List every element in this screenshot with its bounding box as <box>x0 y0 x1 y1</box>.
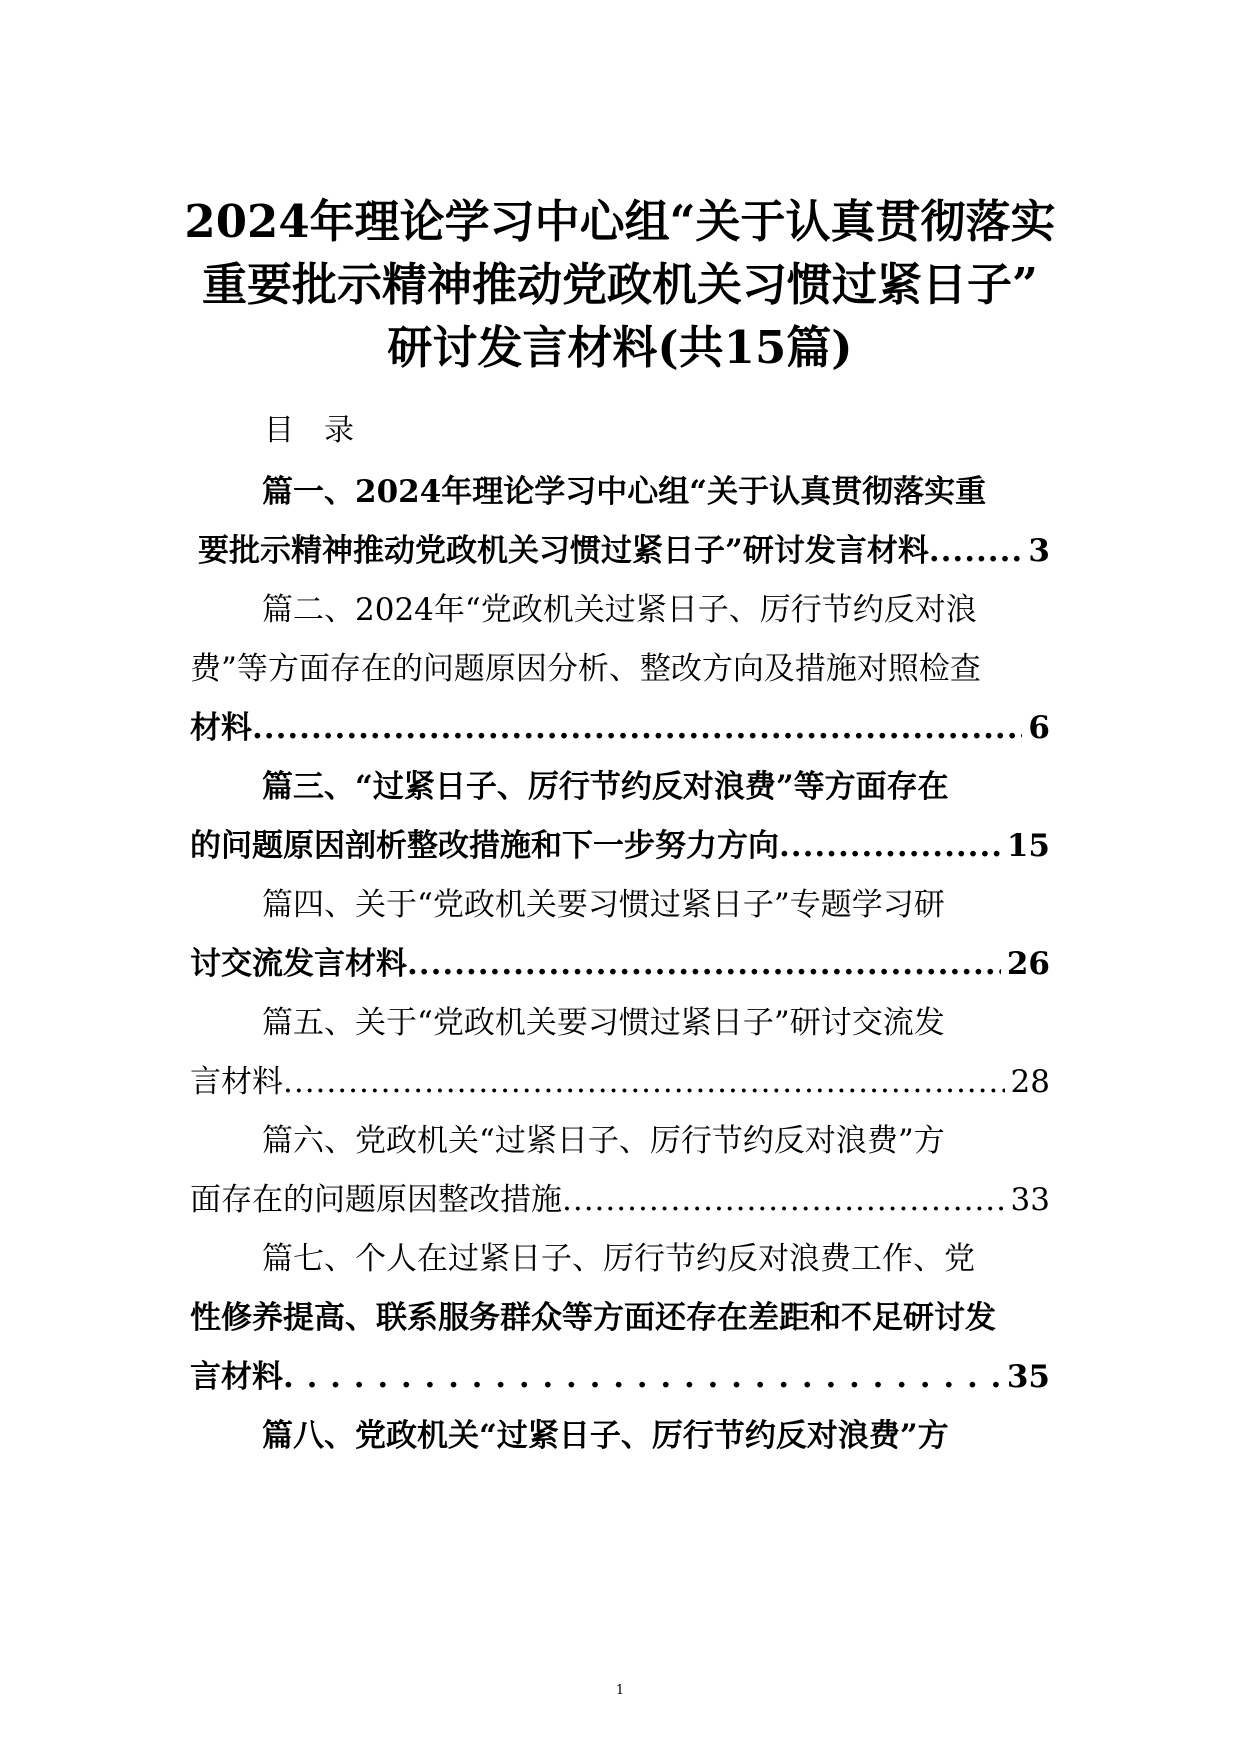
toc-entry-text: 篇六、党政机关“过紧日子、厉行节约反对浪费”方 <box>262 1123 945 1159</box>
toc-page-number: 35 <box>1006 1359 1050 1395</box>
toc-entry-text: 讨交流发言材料 <box>190 946 407 982</box>
dot-leader <box>283 1053 1005 1112</box>
toc-entry-text: 篇二、2024年“党政机关过紧日子、厉行节约反对浪 <box>262 592 977 628</box>
toc-entry-6-line-2[interactable] <box>190 1171 1050 1230</box>
toc-entry-text: 篇四、关于“党政机关要习惯过紧日子”专题学习研 <box>262 887 945 923</box>
toc-page-number: 26 <box>1006 946 1050 982</box>
document-title <box>150 190 1090 379</box>
toc-entry-7-line-1[interactable] <box>190 1230 1050 1289</box>
toc-entry-text: 性修养提高、联系服务群众等方面还存在差距和不足研讨发 <box>190 1300 996 1336</box>
toc-entry-2-line-1[interactable] <box>190 581 1050 640</box>
title-line-3: 研讨发言材料(共15篇) <box>387 321 853 374</box>
toc-entry-text: 要批示精神推动党政机关习惯过紧日子”研讨发言材料 <box>198 533 929 569</box>
dot-leader <box>562 1171 1005 1230</box>
toc-entry-3-line-1[interactable] <box>190 758 1050 817</box>
toc-entry-text: 材料 <box>190 710 252 746</box>
toc-entry-text: 言材料 <box>190 1359 283 1395</box>
toc-entry-2-line-2[interactable] <box>190 640 1050 699</box>
dot-leader <box>779 817 1001 876</box>
toc-entry-text: 言材料 <box>190 1064 283 1100</box>
title-line-1: 2024年理论学习中心组“关于认真贯彻落实 <box>184 195 1056 248</box>
toc-entry-text: 篇一、2024年理论学习中心组“关于认真贯彻落实重 <box>262 474 987 510</box>
toc-entry-1-line-1[interactable] <box>190 463 1050 522</box>
toc-entry-text: 篇七、个人在过紧日子、厉行节约反对浪费工作、党 <box>262 1241 975 1277</box>
toc-entry-text: 篇八、党政机关“过紧日子、厉行节约反对浪费”方 <box>262 1418 949 1454</box>
toc-entry-3-line-2[interactable] <box>190 817 1050 876</box>
dot-leader <box>252 699 1022 758</box>
toc-entry-5-line-2[interactable] <box>190 1053 1050 1112</box>
dot-leader <box>929 522 1023 581</box>
toc-page-number: 28 <box>1010 1064 1050 1100</box>
title-line-2: 重要批示精神推动党政机关习惯过紧日子” <box>202 258 1038 311</box>
toc-entry-text: 面存在的问题原因整改措施 <box>190 1182 562 1218</box>
toc-entry-text: 篇五、关于“党政机关要习惯过紧日子”研讨交流发 <box>262 1005 945 1041</box>
toc-entry-4-line-1[interactable] <box>190 876 1050 935</box>
dot-leader <box>283 1348 1001 1407</box>
toc-entry-2-line-3[interactable] <box>190 699 1050 758</box>
dot-leader <box>407 935 1001 994</box>
toc-entry-7-line-2[interactable] <box>190 1289 1050 1348</box>
toc-entry-7-line-3[interactable] <box>190 1348 1050 1407</box>
toc-page-number: 15 <box>1006 828 1050 864</box>
toc-entry-text: 篇三、“过紧日子、厉行节约反对浪费”等方面存在 <box>262 769 949 805</box>
toc-entry-5-line-1[interactable] <box>190 994 1050 1053</box>
toc-entry-text: 的问题原因剖析整改措施和下一步努力方向 <box>190 828 779 864</box>
toc-entry-1-line-2[interactable] <box>190 522 1050 581</box>
toc-page-number: 6 <box>1028 710 1050 746</box>
toc-entry-text: 费”等方面存在的问题原因分析、整改方向及措施对照检查 <box>190 651 981 687</box>
page-number: 1 <box>615 1683 625 1698</box>
toc-entry-6-line-1[interactable] <box>190 1112 1050 1171</box>
toc-entry-8-line-1[interactable] <box>190 1407 1050 1466</box>
toc-page-number: 33 <box>1010 1182 1050 1218</box>
toc-heading: 目录 <box>264 413 384 448</box>
toc-page-number: 3 <box>1028 533 1050 569</box>
toc-entry-4-line-2[interactable] <box>190 935 1050 994</box>
table-of-contents <box>190 463 1050 1466</box>
